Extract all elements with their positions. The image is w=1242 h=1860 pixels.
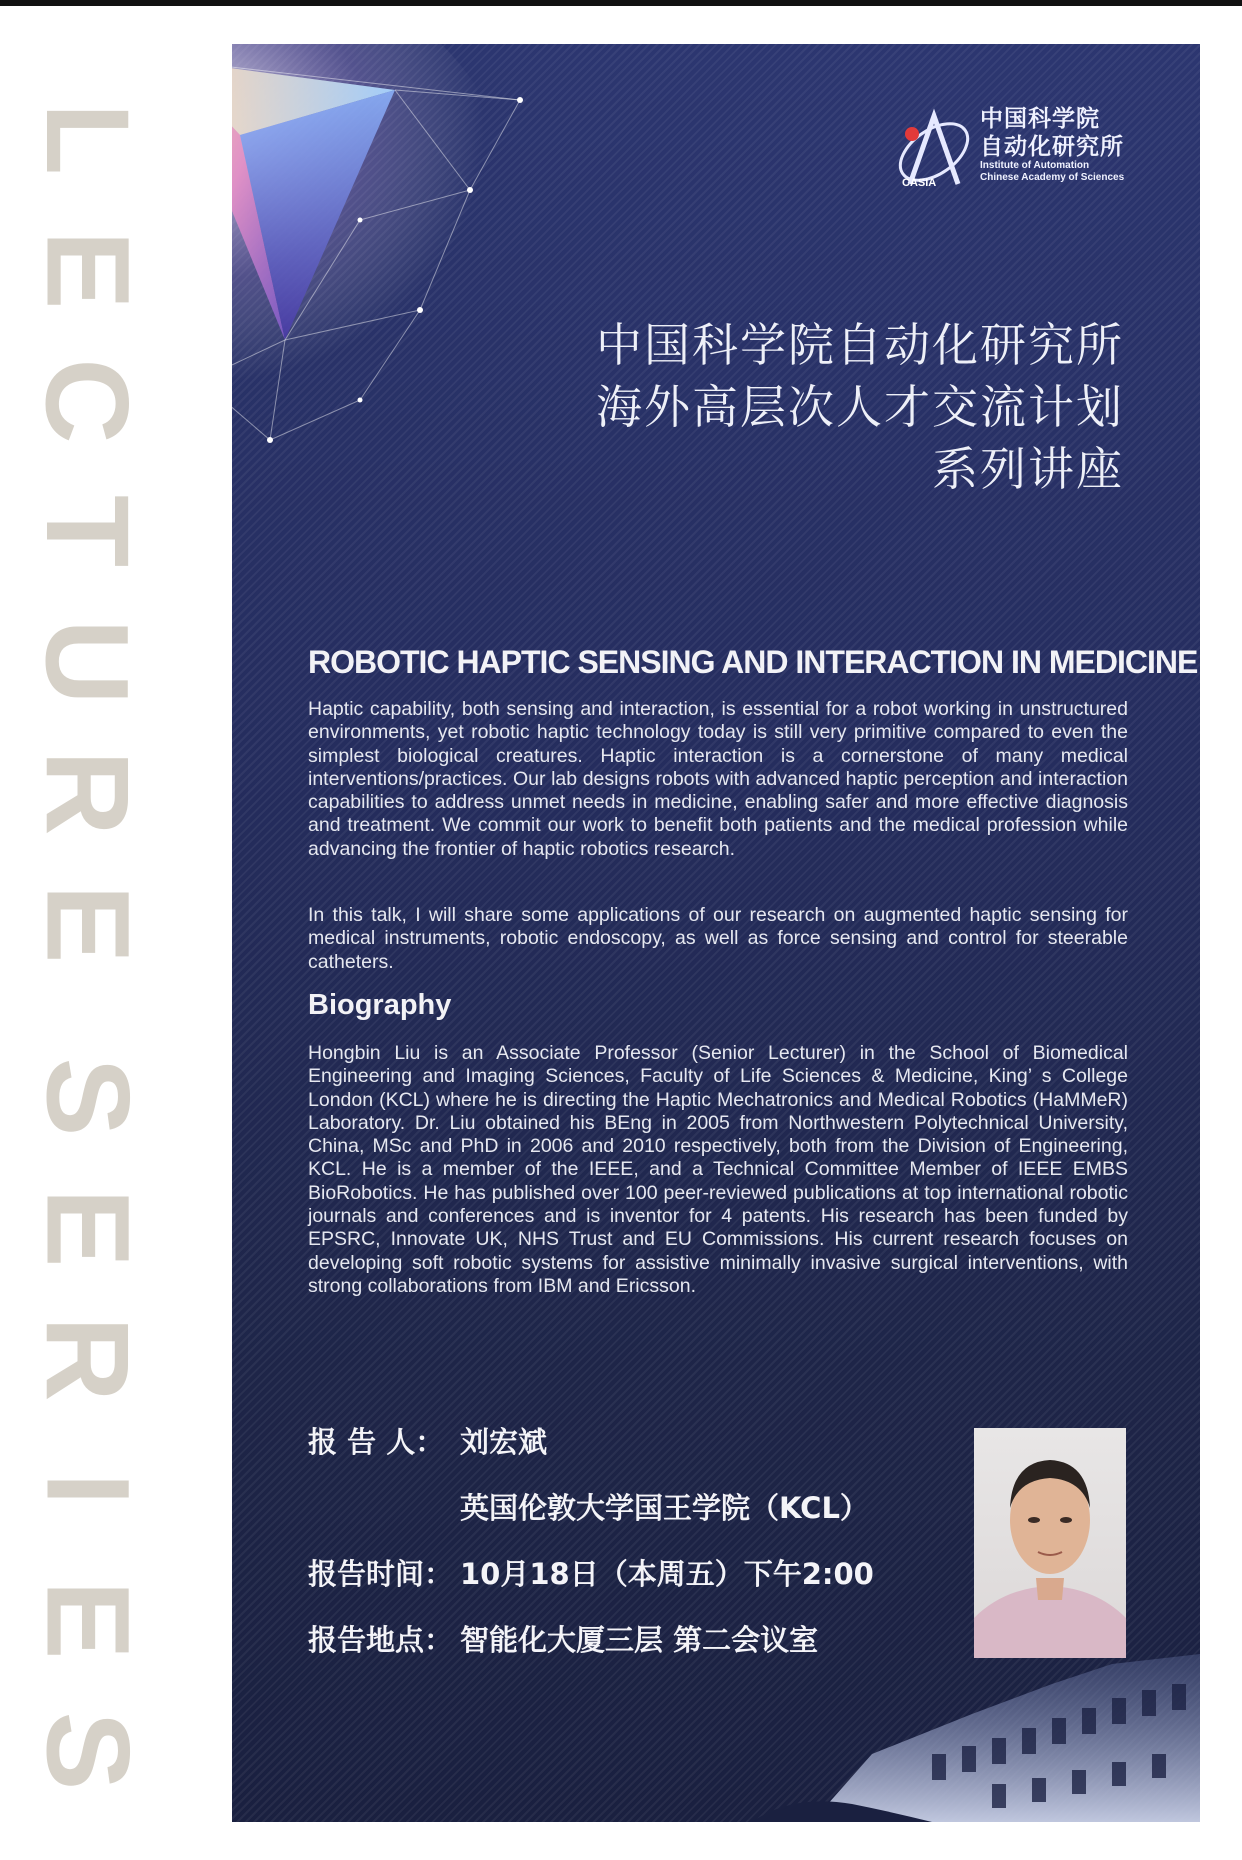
speaker-photo: [974, 1428, 1126, 1658]
side-title-letter: I: [20, 1473, 153, 1506]
institute-logo: [892, 94, 1152, 224]
series-title-line-2: 海外高层次人才交流计划: [596, 380, 1124, 434]
logo-english-line-1: Institute of Automation: [980, 160, 1090, 171]
side-title-letter: R: [21, 1316, 153, 1402]
top-border: [0, 0, 1242, 6]
series-title-line-1: 中国科学院自动化研究所: [596, 318, 1124, 372]
abstract-paragraph-1: Haptic capability, both sensing and interaction, is essential for a robot working in unstructured environments, yet robotic haptic technology today is still very primitive compared to even the simplest biological creatures. Haptic interaction is a cornerstone of many medical interventions/practices. Our lab designs robots with advanced haptic perception and interaction capabilities to address unmet needs in medicine, enabling safer and more effective diagnosis and treatment. We commit our work to benefit both patients and the medical profession while advancing the frontier of haptic robotics research.: [308, 698, 1128, 860]
abstract-paragraph-2: In this talk, I will share some applications of our research on augmented haptic sensing for medical instruments, robotic endoscopy, as well as force sensing and control for steerable catheters.: [308, 904, 1128, 973]
logo-english-line-2: Chinese Academy of Sciences: [980, 172, 1125, 183]
side-title-letter: U: [21, 619, 153, 705]
casia-logo-icon: [892, 94, 982, 194]
time-label: 报告时间：: [308, 1557, 454, 1591]
speaker-line: [308, 1420, 547, 1461]
side-title-letter: R: [21, 750, 153, 836]
side-title-letter: L: [21, 102, 153, 176]
side-title-letter: C: [21, 357, 153, 444]
location-label: 报告地点：: [308, 1623, 454, 1657]
side-title-letter: S: [21, 1711, 153, 1791]
series-title: [424, 314, 1124, 500]
side-title-letter: S: [21, 1057, 153, 1137]
speaker-name: 刘宏斌: [460, 1425, 548, 1459]
speaker-affiliation: 英国伦敦大学国王学院（KCL）: [460, 1491, 869, 1525]
side-title-letter: T: [21, 495, 153, 568]
side-title-letter: E: [21, 230, 153, 310]
location-value: 智能化大厦三层 第二会议室: [460, 1623, 819, 1657]
vertical-lecture-series-title: [20, 80, 153, 1810]
biography-heading: Biography: [308, 989, 452, 1021]
building-graphic: [752, 1644, 1200, 1822]
location-line: [308, 1618, 818, 1659]
side-title-letter: E: [21, 884, 153, 963]
talk-title: ROBOTIC HAPTIC SENSING AND INTERACTION IN MEDICINE: [308, 644, 1198, 680]
time-value: 10月18日（本周五）下午2:00: [460, 1557, 874, 1591]
side-title-letter: E: [21, 1580, 153, 1660]
logo-badge-text: CASIA: [902, 177, 937, 189]
poster-panel: [232, 44, 1200, 1822]
biography-text: Hongbin Liu is an Associate Professor (Senior Lecturer) in the School of Biomedical Engineering and Imaging Sciences, Faculty of Life Sciences & Medicine, King’ s College London (KCL) where he is directing the Haptic Mechatronics and Medical Robotics (HaMMeR) Laboratory. Dr. Liu obtained his BEng in 2005 from Northwestern Polytechnical University, China, MSc and PhD in 2006 and 2010 respectively, both from the Division of Engineering, KCL. He is a member of the IEEE, and a Technical Committee Member of IEEE EMBS BioRobotics. He has published over 100 peer-reviewed publications at top international robotic journals and conferences and is inventor for 4 patents. His research has been funded by EPSRC, Innovate UK, NHS Trust and EU Commissions. His current research focuses on developing soft robotic systems for assistive minimally invasive surgical interventions, with strong collaborations from IBM and Ericsson.: [308, 1042, 1128, 1297]
time-line: [308, 1552, 874, 1593]
logo-chinese-line-1: 中国科学院: [980, 105, 1100, 132]
speaker-label: 报 告 人：: [308, 1425, 445, 1459]
side-title-letter: E: [21, 1188, 153, 1268]
series-title-line-3: 系列讲座: [932, 442, 1124, 496]
logo-chinese-line-2: 自动化研究所: [980, 133, 1124, 160]
